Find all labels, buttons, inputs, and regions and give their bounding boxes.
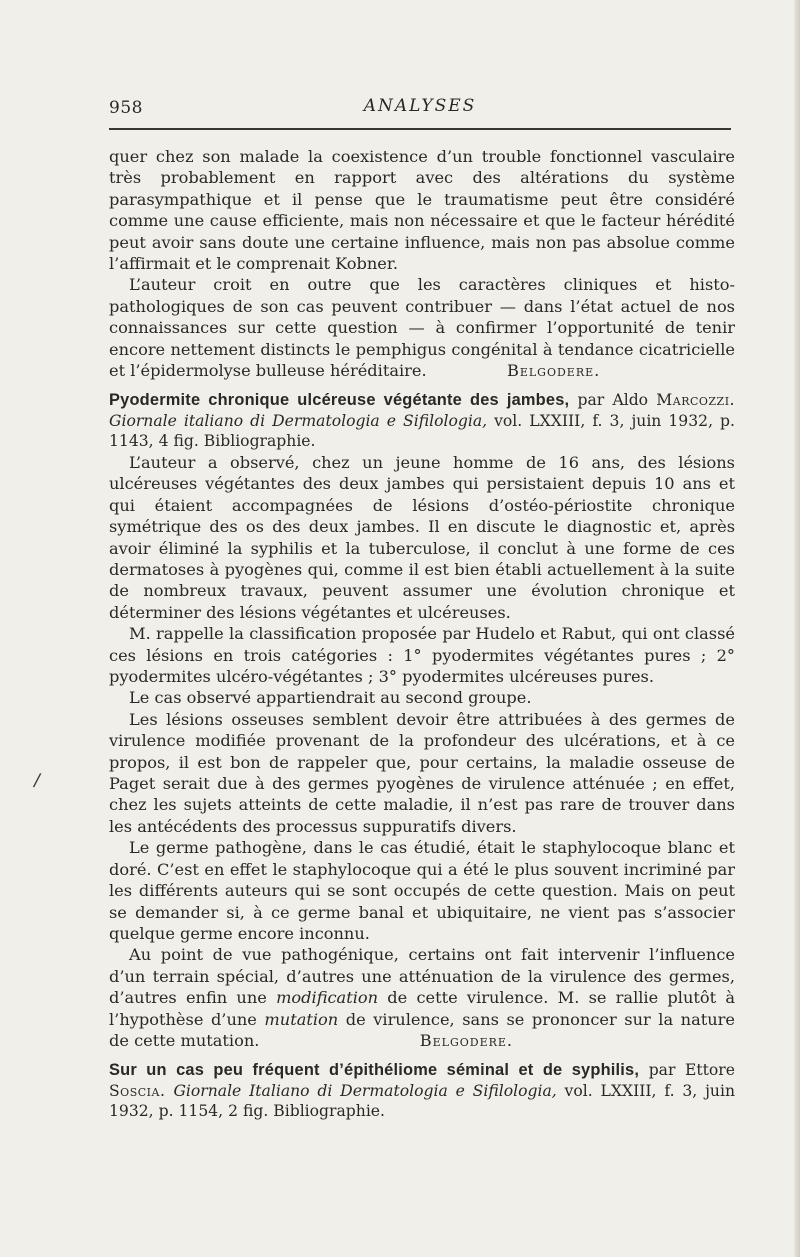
article-1-title: Pyodermite chronique ulcéreuse végétante des jambes, (109, 391, 570, 410)
continuation-paragraph-2: L’auteur croit en outre que les caractères cliniques et histo-pathologiques de son cas peuvent contribuer — dans l’état actuel de nos connaissances sur cette question — à confirmer l’opportunité de tenir encore nettement distincts le pemphigus congénital à tendance cicatricielle et l’épidermolyse bulleuse héréditaire. (109, 275, 735, 381)
page-header (109, 94, 731, 122)
continuation-paragraph-1: quer chez son malade la coexistence d’un trouble fonctionnel vasculaire très probablement en rapport avec des altérations du système parasympathique et il pense que le traumatisme peut être considéré comme une cause efficiente, mais non nécessaire et que le facteur hérédité peut avoir sans doute une certaine influence, mais non pas absolue comme l’affirmait et le comprenait Kobner. (109, 147, 735, 274)
article-1-author: Marcozzi. (656, 391, 735, 410)
continuation-paragraph-2-block (109, 274, 735, 381)
signature-belgodere-1: Belgodere. (506, 361, 601, 381)
article-1-paragraph-6: Au point de vue pathogénique, certains ont fait intervenir l’influence d’un terrain spécial, d’autres une atténuation de la virulence des germes, d’autres enfin une modification de cette virulence. M. se rallie plutôt à l’hypothèse d’une mutation de virulence, sans se prononcer sur la nature de cette mutation. Belgodere. (109, 945, 736, 1050)
article-1-heading (109, 390, 735, 452)
article-2-journal: Giornale Italiano di Dermatologia e Sifilologia, (173, 1081, 557, 1100)
article-1-by: par Aldo (569, 391, 657, 410)
header-rule (109, 128, 731, 130)
margin-pencil-mark: / (32, 769, 42, 792)
word-modification: modification (276, 988, 379, 1008)
page-number: 958 (109, 98, 143, 118)
word-mutation: mutation (264, 1009, 339, 1029)
article-1-paragraph-5: Le germe pathogène, dans le cas étudié, était le staphylocoque blanc et doré. C’est en effet le staphylocoque qui a été le plus souvent incriminé par les différents auteurs qui se sont occupés de cette question. Mais on peut se demander si, à ce germe banal et ubiquitaire, ne vient pas s’associer quelque germe encore inconnu. (109, 838, 735, 943)
page-body (109, 146, 735, 1122)
article-2-by: par Ettore (639, 1061, 735, 1080)
article-2-title: Sur un cas peu fréquent d’épithéliome séminal et de syphilis, (109, 1061, 640, 1080)
article-1-paragraph-3: Le cas observé appartiendrait au second groupe. (129, 688, 532, 708)
article-1-paragraph-4: Les lésions osseuses semblent devoir être attribuées à des germes de virulence modifiée provenant de la profondeur des ulcérations, et à ce propos, il est bon de rappeler que, pour certains, la maladie osseuse de Paget serait due à des germes pyogènes de virulence atténuée ; en effet, chez les sujets atteints de cette maladie, il n’est pas rare de trouver dans les antécédents des processus suppuratifs divers. (109, 709, 735, 836)
article-1-paragraph-1: L’auteur a observé, chez un jeune homme de 16 ans, des lésions ulcéreuses végétantes des deux jambes qui persistaient depuis 10 ans et qui étaient accompagnées de lésions d’ostéo-périostite chronique symétrique des os des deux jambes. Il en discute le diagnostic et, après avoir éliminé la syphilis et la tuberculose, il conclut à une forme de ces dermatoses à pyogènes qui, comme il est bien établi actuellement à la suite de nombreux travaux, peuvent assumer une évolution chronique et déterminer des lésions végétantes et ulcéreuses. (109, 452, 735, 622)
page-edge-shadow (794, 0, 800, 1257)
article-1-details: vol. LXXIII, f. 3, juin 1932, p. 1143, 4 fig. Bibliographie. (109, 411, 735, 451)
article-1-paragraph-2: M. rappelle la classification proposée par Hudelo et Rabut, qui ont classé ces lésions en trois catégories : 1° pyodermites végétantes pures ; 2° pyodermites ulcéro-végétantes ; 3° pyodermites ulcéreuses pures. (109, 624, 735, 687)
running-head: ANALYSES (363, 96, 477, 116)
article-2-heading (109, 1060, 735, 1122)
article-2-author: Soscia. (109, 1081, 166, 1100)
signature-belgodere-2: Belgodere. (419, 1030, 514, 1050)
article-1-journal: Giornale italiano di Dermatologia e Sifilologia, (109, 411, 488, 430)
article-2-details: vol. LXXIII, f. 3, juin 1932, p. 1154, 2 fig. Bibliographie. (109, 1081, 735, 1121)
